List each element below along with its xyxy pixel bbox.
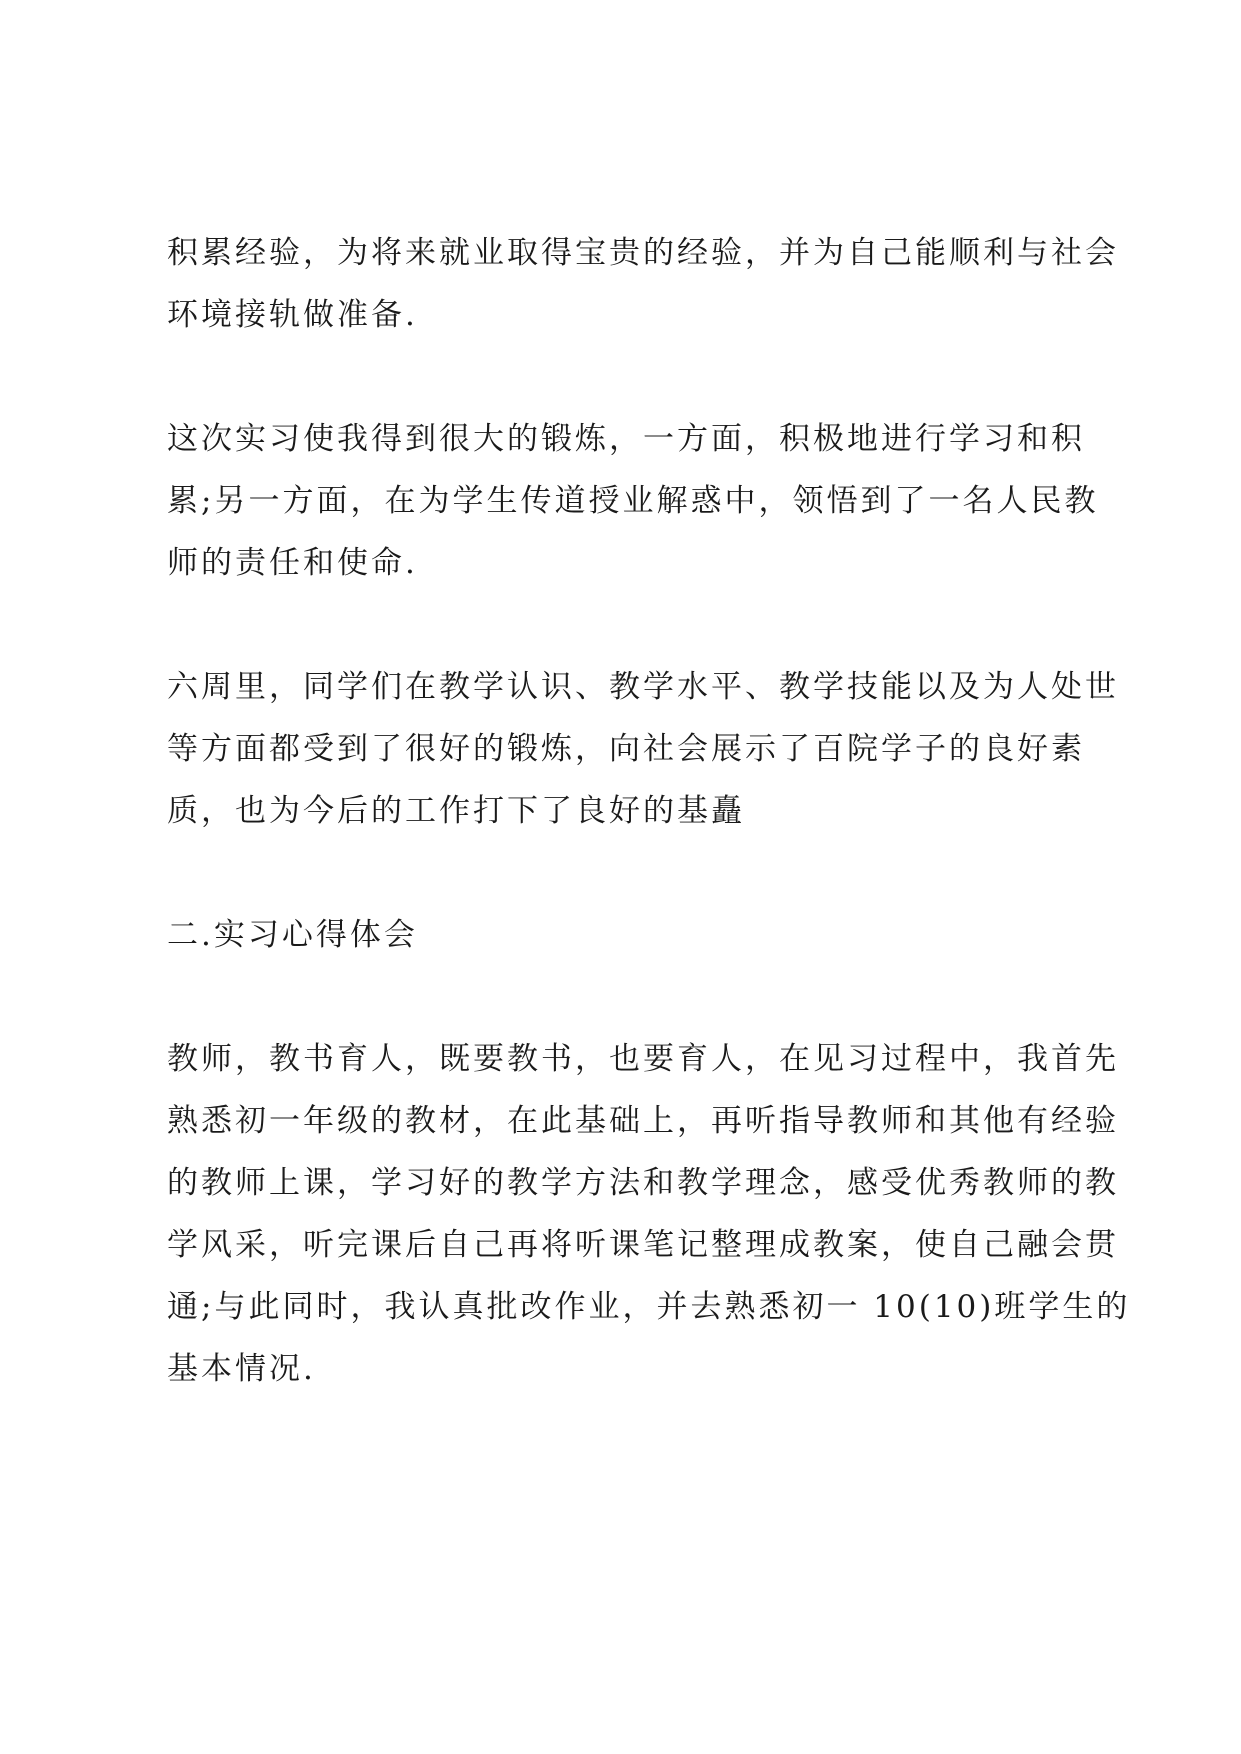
paragraph-line: 这次实习使我得到很大的锻炼，一方面，积极地进行学习和积 [167,421,1085,457]
paragraph-line: 的教师上课，学习好的教学方法和教学理念，感受优秀教师的教 [167,1165,1119,1201]
paragraph-line: 教师，教书育人，既要教书，也要育人，在见习过程中，我首先 [167,1041,1119,1077]
paragraph-spacer [167,594,1087,656]
paragraph-line: 学风采，听完课后自己再将听课笔记整理成教案，使自己融会贯 [167,1227,1119,1263]
paragraph-line: 熟悉初一年级的教材，在此基础上，再听指导教师和其他有经验 [167,1103,1119,1139]
section-heading-text: 二.实习心得体会 [167,917,418,953]
paragraph-3 [167,656,1119,842]
paragraph-spacer [167,966,1087,1028]
paragraph-line: 质，也为今后的工作打下了良好的基矗 [167,793,745,829]
document-body [167,222,1131,1400]
paragraph-line: 六周里，同学们在教学认识、教学水平、教学技能以及为人处世 [167,669,1119,705]
paragraph-line: 师的责任和使命. [167,545,418,581]
paragraph-line: 基本情况. [167,1351,316,1387]
paragraph-1 [167,222,1119,346]
section-heading [167,904,1087,966]
paragraph-spacer [167,842,1087,904]
paragraph-2 [167,408,1099,594]
paragraph-line: 环境接轨做准备. [167,297,418,333]
paragraph-line: 等方面都受到了很好的锻炼，向社会展示了百院学子的良好素 [167,731,1085,767]
paragraph-line: 通;与此同时，我认真批改作业，并去熟悉初一 10(10)班学生的 [167,1289,1131,1325]
paragraph-4 [167,1028,1131,1400]
paragraph-line: 积累经验，为将来就业取得宝贵的经验，并为自己能顺利与社会 [167,235,1119,271]
paragraph-line: 累;另一方面，在为学生传道授业解惑中，领悟到了一名人民教 [167,483,1099,519]
paragraph-spacer [167,346,1087,408]
